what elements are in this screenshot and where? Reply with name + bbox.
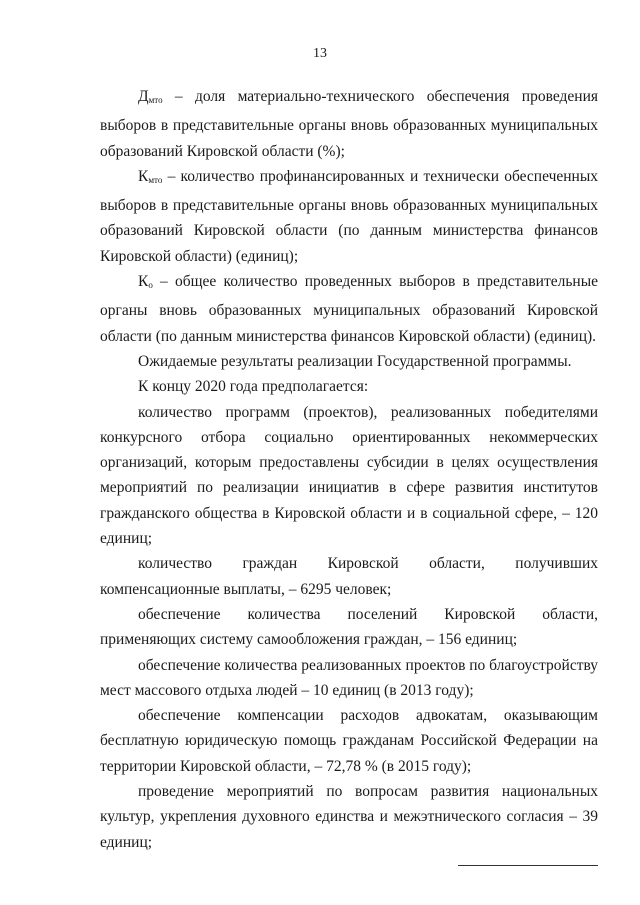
result-item: количество программ (проектов), реализованных победителями конкурсного отбора социально ориентированных некоммерческих организаций, которым предоставлены субсидии в целях осуществления мероприятий по реализации инициатив в сфере развития институтов гражданского общества в Кировской области и в социальной сфере, – 120 единиц; bbox=[100, 403, 598, 548]
result-item: проведение мероприятий по вопросам развития национальных культур, укрепления духовного единства и межэтнического согласия – 39 единиц; bbox=[100, 783, 598, 851]
document-body bbox=[100, 84, 598, 855]
result-item: количество граждан Кировской области, получивших компенсационные выплаты, – 6295 человек; bbox=[100, 555, 598, 598]
symbol: $К_о$ bbox=[138, 273, 153, 291]
page-number: 13 bbox=[313, 46, 327, 61]
symbol: $К_{мто}$ bbox=[138, 167, 163, 185]
results-heading: Ожидаемые результаты реализации Государственной программы. bbox=[138, 352, 572, 370]
footer-rule bbox=[458, 865, 598, 866]
result-item: обеспечение количества реализованных проектов по благоустройству мест массового отдыха людей – 10 единиц (в 2013 году); bbox=[100, 656, 599, 699]
definition-ko: $К_о$ – общее количество проведенных выборов в представительные органы вновь образованных муниципальных образований Кировской области (по данным министерства финансов Кировской области) (единиц). bbox=[100, 273, 598, 345]
symbol: $Д_{мто}$ bbox=[138, 88, 163, 105]
results-intro: К концу 2020 года предполагается: bbox=[138, 378, 369, 396]
result-item: обеспечение количества поселений Кировской области, применяющих систему самообложения граждан, – 156 единиц; bbox=[100, 605, 598, 649]
definition-dmto: $Д_{мто}$ – доля материально-технического обеспечения проведения выборов в представительные органы вновь образованных муниципальных образований Кировской области (%); bbox=[100, 88, 598, 160]
result-item: обеспечение компенсации расходов адвокатам, оказывающим бесплатную юридическую помощь гражданам Российской Федерации на территории Кировской области, – 72,78 % (в 2015 году); bbox=[100, 707, 598, 775]
definition-kmto: $К_{мто}$ – количество профинансированных и технически обеспеченных выборов в представительные органы вновь образованных муниципальных образований Кировской области (по данным министерства финансов Кировской области) (единиц); bbox=[100, 167, 598, 265]
